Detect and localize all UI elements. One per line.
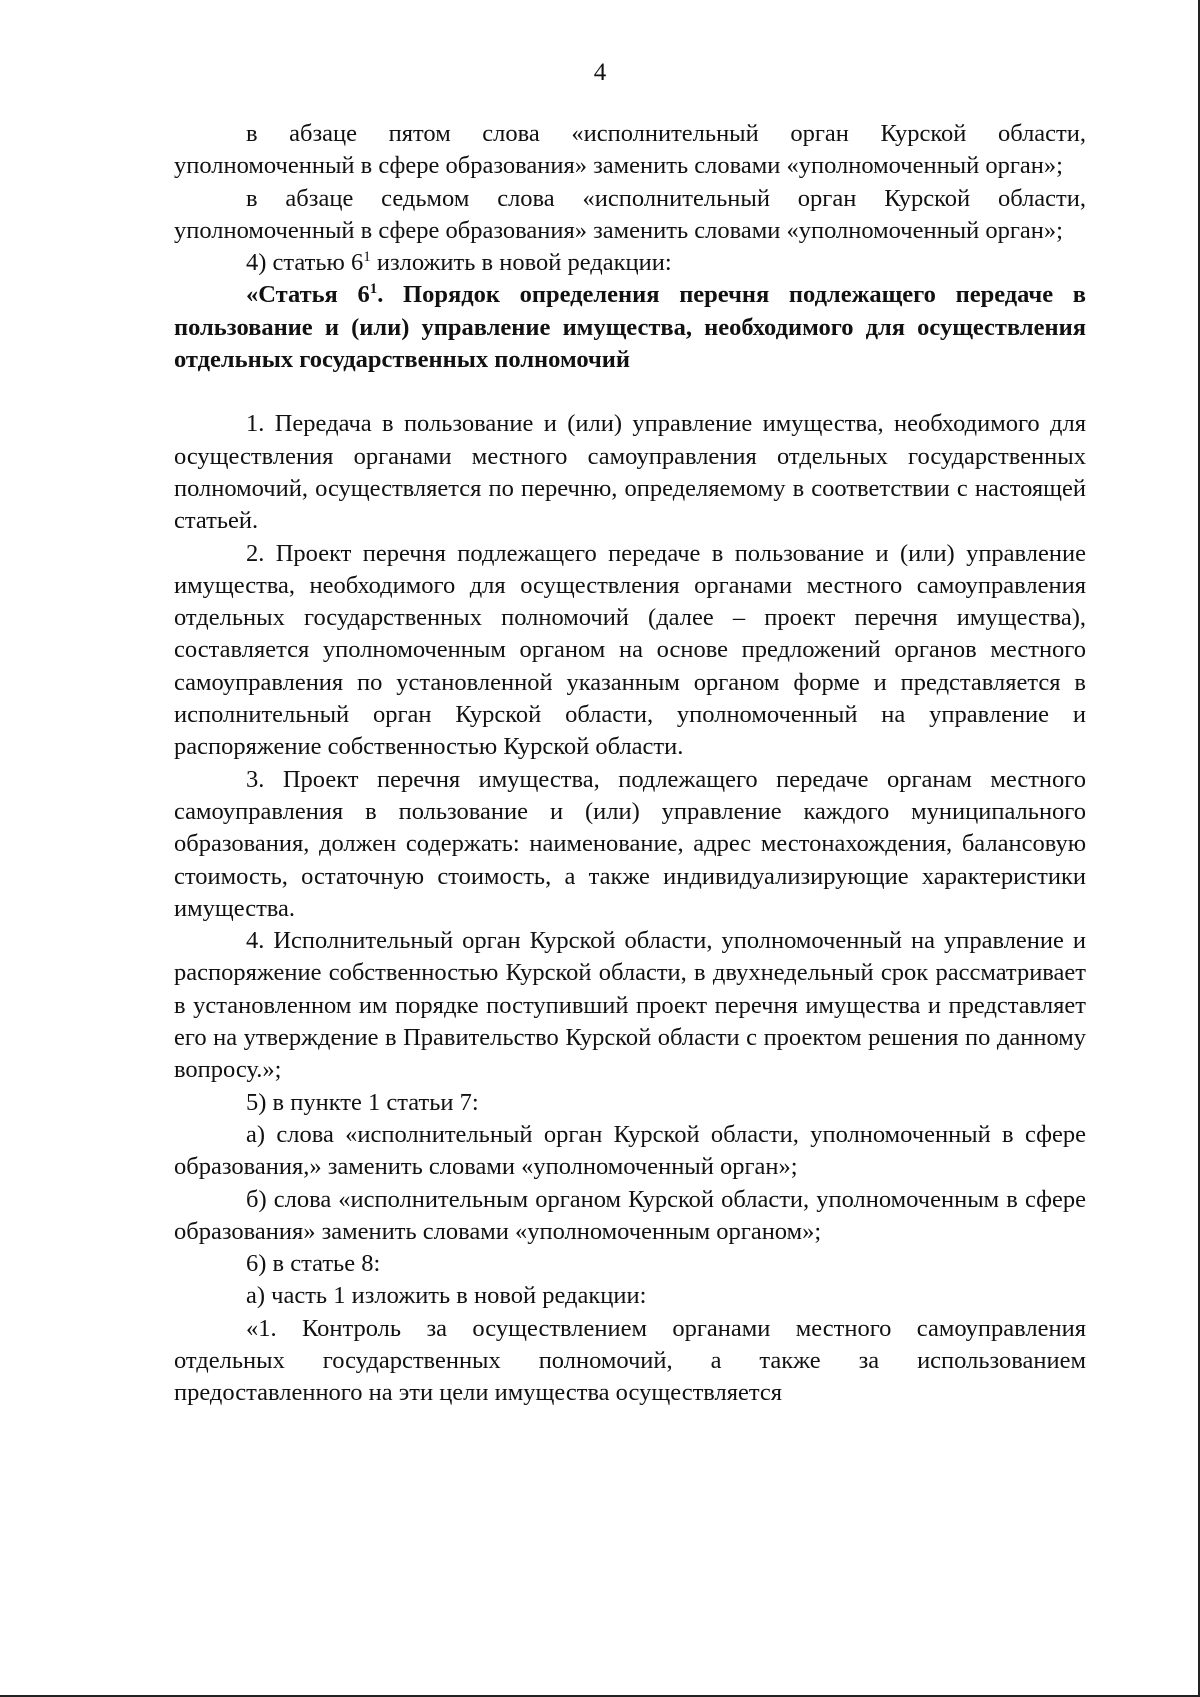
article-heading-title: . Порядок определения перечня подлежащего передаче в пользование и (или) управление имущества, необходимого для осуществления отдельных государственных полномочий bbox=[174, 281, 1086, 374]
paragraph-item-4 bbox=[174, 247, 1086, 279]
subitem-a-article-8: а) часть 1 изложить в новой редакции: bbox=[246, 1282, 647, 1310]
clause-4: 4. Исполнительный орган Курской области, уполномоченный на управление и распоряжение собственностью Курской области, в двухнедельный срок рассматривает в установленном им порядке поступивший проект перечня имущества и представляет его на утверждение в Правительство Курской области с проектом решения по данному вопросу.»; bbox=[174, 927, 1086, 1084]
document-body bbox=[174, 118, 1086, 1410]
item-4-text-end: изложить в новой редакции: bbox=[370, 249, 672, 277]
page-number: 4 bbox=[593, 59, 607, 86]
item-4-text: 4) статью 6 bbox=[246, 249, 364, 277]
control-clause: «1. Контроль за осуществлением органами местного самоуправления отдельных государственных полномочий, а также за использованием предоставленного на эти цели имущества осуществляется bbox=[174, 1314, 1086, 1407]
article-heading bbox=[174, 279, 1086, 376]
paragraph-abzac-7: в абзаце седьмом слова «исполнительный орган Курской области, уполномоченный в сфере образования» заменить словами «уполномоченный орган»; bbox=[174, 184, 1086, 244]
subitem-a: а) слова «исполнительный орган Курской области, уполномоченный в сфере образования,» заменить словами «уполномоченный орган»; bbox=[174, 1120, 1086, 1181]
clause-2: 2. Проект перечня подлежащего передаче в пользование и (или) управление имущества, необходимого для осуществления органами местного самоуправления отдельных государственных полномочий (далее – проект перечня имущества), составляется уполномоченным органом на основе предложений органов местного самоуправления по установленной указанным органом форме и представляется в исполнительный орган Курской области, уполномоченный на управление и распоряжение собственностью Курской области. bbox=[174, 539, 1086, 761]
clause-3: 3. Проект перечня имущества, подлежащего передаче органам местного самоуправления в пользование и (или) управление каждого муниципального образования, должен содержать: наименование, адрес местонахождения, балансовую стоимость, остаточную стоимость, а также индивидуализирующие характеристики имущества. bbox=[174, 765, 1086, 922]
paragraph-item-6: 6) в статье 8: bbox=[246, 1250, 381, 1278]
spacer bbox=[174, 376, 1086, 408]
item-4-superscript: 1 bbox=[363, 249, 371, 266]
article-heading-superscript: 1 bbox=[369, 281, 378, 298]
paragraph-abzac-5: в абзаце пятом слова «исполнительный орган Курской области, уполномоченный в сфере образования» заменить словами «уполномоченный орган»; bbox=[174, 120, 1086, 180]
clause-1: 1. Передача в пользование и (или) управление имущества, необходимого для осуществления органами местного самоуправления отдельных государственных полномочий, осуществляется по перечню, определяемому в соответствии с настоящей статьей. bbox=[174, 410, 1086, 535]
paragraph-item-5: 5) в пункте 1 статьи 7: bbox=[246, 1088, 479, 1116]
subitem-b: б) слова «исполнительным органом Курской области, уполномоченным в сфере образования» заменить словами «уполномоченным органом»; bbox=[174, 1185, 1086, 1245]
article-heading-start: «Статья 6 bbox=[246, 281, 370, 309]
